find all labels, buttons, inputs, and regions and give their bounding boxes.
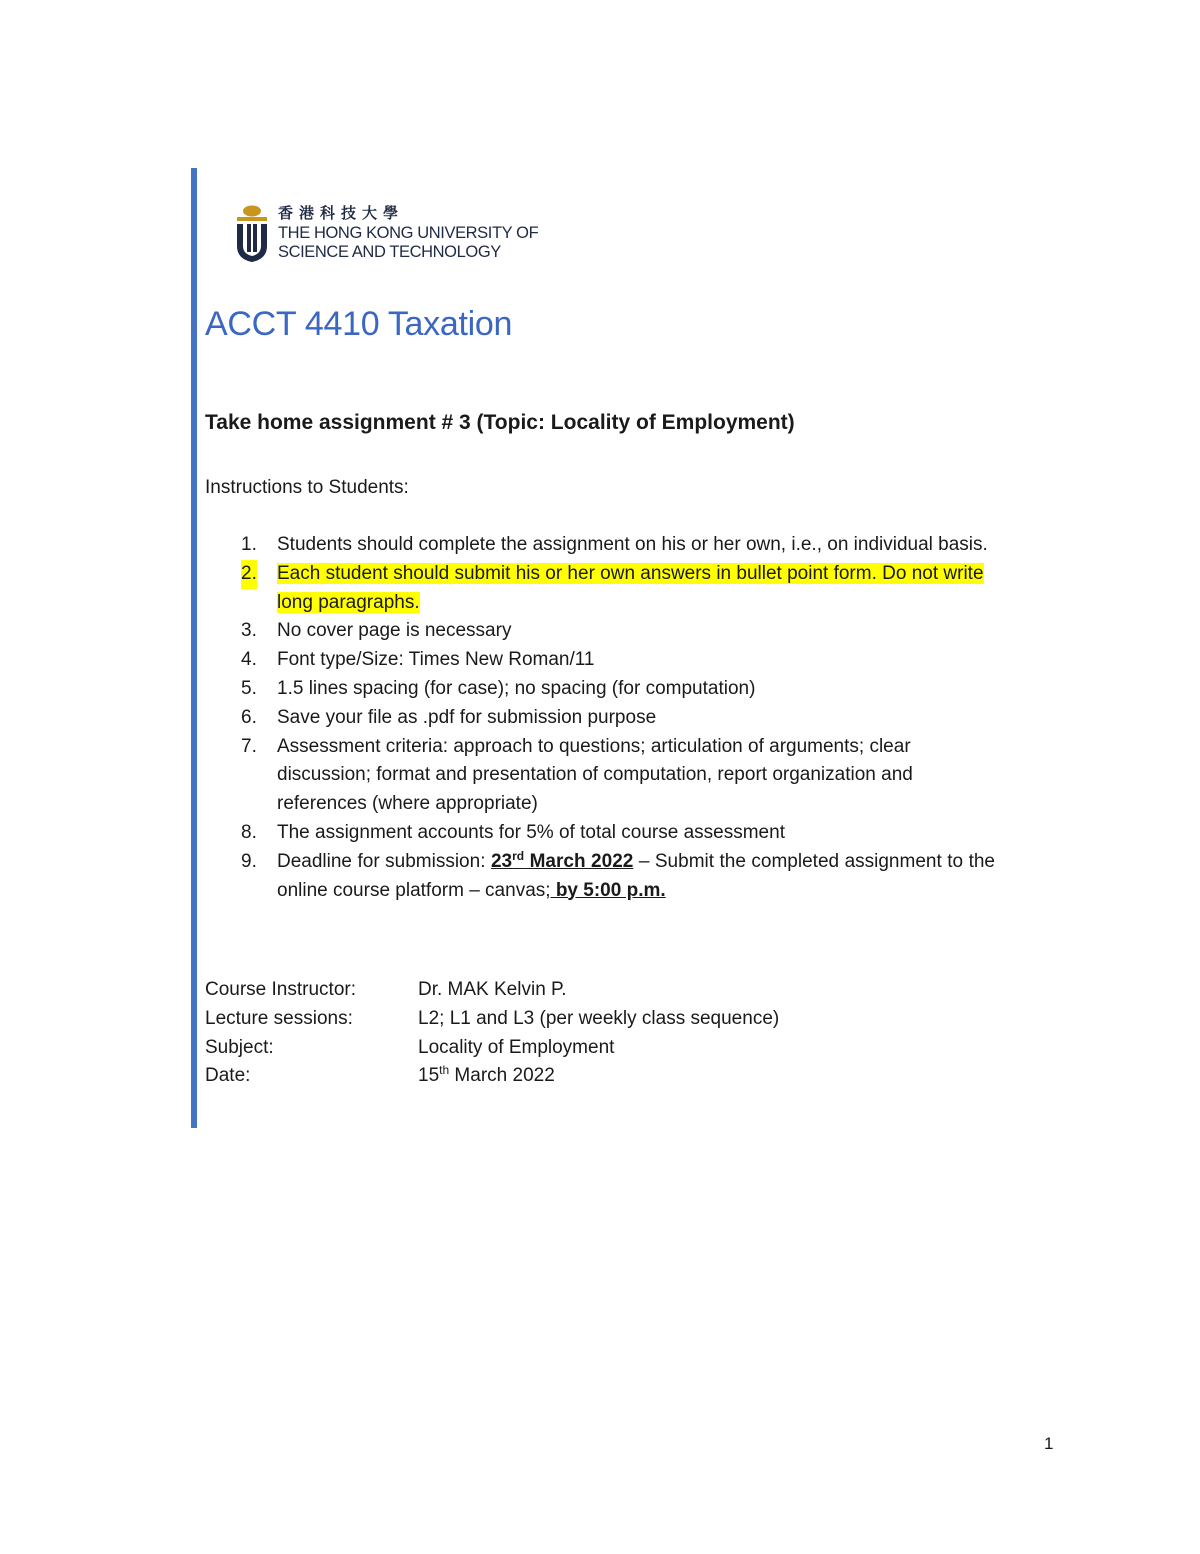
deadline-middle: – Submit the completed assignment to the online course platform – canvas; [277,850,995,901]
list-item-deadline: 9. Deadline for submission: 23rd March 2022 – Submit the completed assignment to the online course platform – canvas; by 5:00 p.m. [241,848,995,901]
instruction-text: Font type/Size: Times New Roman/11 [277,649,595,671]
instruction-text: Save your file as .pdf for submission purpose [277,706,657,728]
logo-chinese-name: 香港科技大學 [278,204,405,222]
meta-row-instructor: Course Instructor: Dr. MAK Kelvin P. [205,979,567,1000]
meta-row-subject: Subject: Locality of Employment [205,1036,615,1058]
instructions-list [205,531,995,905]
instruction-text: Students should complete the assignment on his or her own, i.e., on individual basis. [277,534,988,555]
instructions-heading: Instructions to Students: [205,477,409,498]
list-item: 5. 1.5 lines spacing (for case); no spacing (for computation) [241,677,756,699]
list-item: 3. No cover page is necessary [241,620,512,642]
deadline-date: 23rd March 2022 [490,848,634,872]
list-item: 4. Font type/Size: Times New Roman/11 [241,649,595,671]
deadline-time: by 5:00 p.m. [550,879,666,901]
university-logo [232,202,552,268]
hkust-emblem-icon [232,204,272,264]
logo-english-line-2: SCIENCE AND TECHNOLOGY [278,243,501,261]
left-accent-bar [191,168,197,1128]
logo-english-line-1: THE HONG KONG UNIVERSITY OF [278,224,539,242]
instruction-text: Assessment criteria: approach to questions; articulation of arguments; clear discussion; format and presentation of computation, report organization and references (where appropriate) [277,735,913,815]
course-title: ACCT 4410 Taxation [205,305,513,343]
instruction-text: No cover page is necessary [277,620,512,642]
instruction-text: Each student should submit his or her own answers in bullet point form. Do not write long paragraphs. [277,562,984,613]
assignment-title: Take home assignment # 3 (Topic: Locality of Employment) [205,411,795,434]
meta-row-date: Date: 15th March 2022 [205,1062,905,1091]
list-item-highlighted: 2. Each student should submit his or her own answers in bullet point form. Do not write long paragraphs. [205,560,995,618]
list-item: 8. The assignment accounts for 5% of total course assessment [241,821,785,843]
page-number: 1 [1044,1434,1054,1453]
instruction-text: The assignment accounts for 5% of total course assessment [277,821,785,843]
meta-row-lectures: Lecture sessions: L2; L1 and L3 (per weekly class sequence) [205,1007,780,1029]
meta-date-value: 15th March 2022 [418,1063,555,1087]
course-meta [205,976,905,1091]
list-item: 6. Save your file as .pdf for submission purpose [241,706,657,728]
list-item: 1. Students should complete the assignment on his or her own, i.e., on individual basis. [241,534,988,555]
deadline-prefix: Deadline for submission: [277,850,491,872]
instruction-text: 1.5 lines spacing (for case); no spacing (for computation) [277,677,756,699]
list-item: 7. Assessment criteria: approach to questions; articulation of arguments; clear discussion; format and presentation of computation, report organization and references (where appropriate) [241,735,913,815]
